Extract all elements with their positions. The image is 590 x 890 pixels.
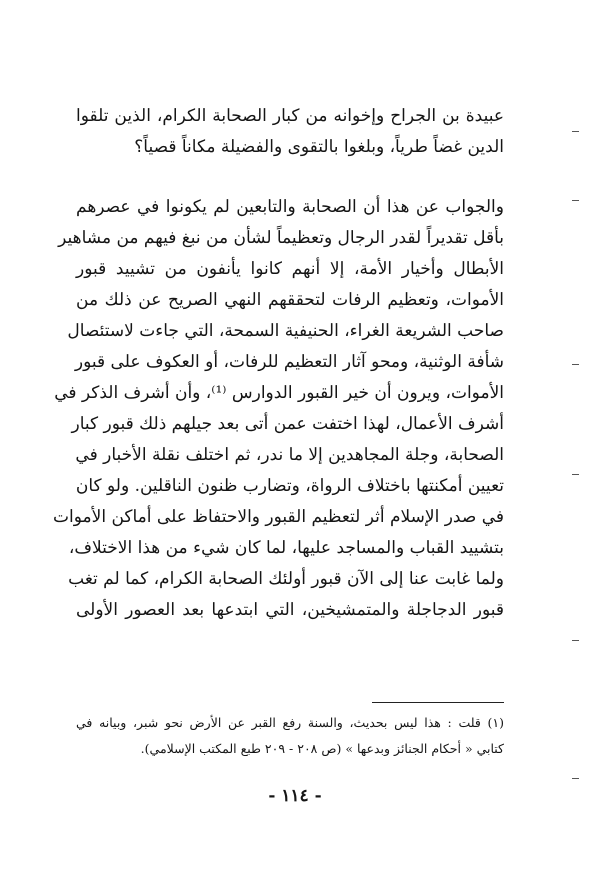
footnote-line: كتابي « أحكام الجنائز وبدعها » (ص ٢٠٨ - ٢٠٩ طبع المكتب الإسلامي). <box>140 741 504 756</box>
text-line: عبيدة بن الجراح وإخوانه من كبار الصحابة الكرام، الذين تلقوا <box>76 106 504 126</box>
margin-tick <box>572 640 579 641</box>
text-line: بأقل تقديراً لقدر الرجال وتعظيماً لشأن من نبغ فيهم من مشاهير <box>58 228 504 248</box>
footnote-divider <box>372 702 504 703</box>
footnote <box>76 710 504 762</box>
text-line: الصحابة، وجلة المجاهدين إلا ما ندر، ثم اختلف نقلة الأخبار في <box>75 445 504 465</box>
text-line: صاحب الشريعة الغراء، الحنيفية السمحة، التي جاءت لاستئصال <box>67 321 504 341</box>
text-line: قبور الدجاجلة والمتمشيخين، التي ابتدعها بعد العصور الأولى <box>76 600 504 620</box>
margin-tick <box>572 131 579 132</box>
text-line: الأموات، وتعظيم الرفات لتحققهم النهي الصريح عن ذلك من <box>76 290 504 310</box>
text-line: والجواب عن هذا أن الصحابة والتابعين لم يكونوا في عصرهم <box>76 197 504 217</box>
text-line: تعيين أمكنتها باختلاف الرواة، وتضارب ظنون الناقلين. ولو كان <box>75 476 504 496</box>
text-line: بتشييد القباب والمساجد عليها، لما كان شيء من هذا الاختلاف، <box>68 538 504 558</box>
margin-tick <box>572 364 579 365</box>
paragraph-2 <box>53 192 504 626</box>
paragraph-1 <box>76 101 504 163</box>
text-line: أشرف الأعمال، لهذا اختفت عمن أتى بعد جيلهم ذلك قبور كبار <box>71 414 504 434</box>
text-line: شأفة الوثنية، ومحو آثار التعظيم للرفات، أو العكوف على قبور <box>74 352 504 372</box>
page-number: - ١١٤ - <box>268 786 322 806</box>
text-line: الدين غضاً طرياً، وبلغوا بالتقوى والفضيلة مكاناً قصياً؟ <box>134 137 504 157</box>
margin-tick <box>572 200 579 201</box>
text-line: الأموات، ويرون أن خير القبور الدوارس ⁽¹⁾، وأن أشرف الذكر في <box>54 383 504 403</box>
margin-tick <box>572 778 579 779</box>
footnote-line: (١) قلت : هذا ليس بحديث، والسنة رفع القبر عن الأرض نحو شبر، وبيانه في <box>76 715 504 730</box>
text-line: الأبطال وأخيار الأمة، إلا أنهم كانوا يأنفون من تشييد قبور <box>76 259 504 279</box>
text-line: ولما غابت عنا إلى الآن قبور أولئك الصحابة الكرام، كما لم تغب <box>68 569 504 589</box>
text-line: في صدر الإسلام أثر لتعظيم القبور والاحتفاظ على أماكن الأموات <box>53 507 504 527</box>
margin-tick <box>572 474 579 475</box>
